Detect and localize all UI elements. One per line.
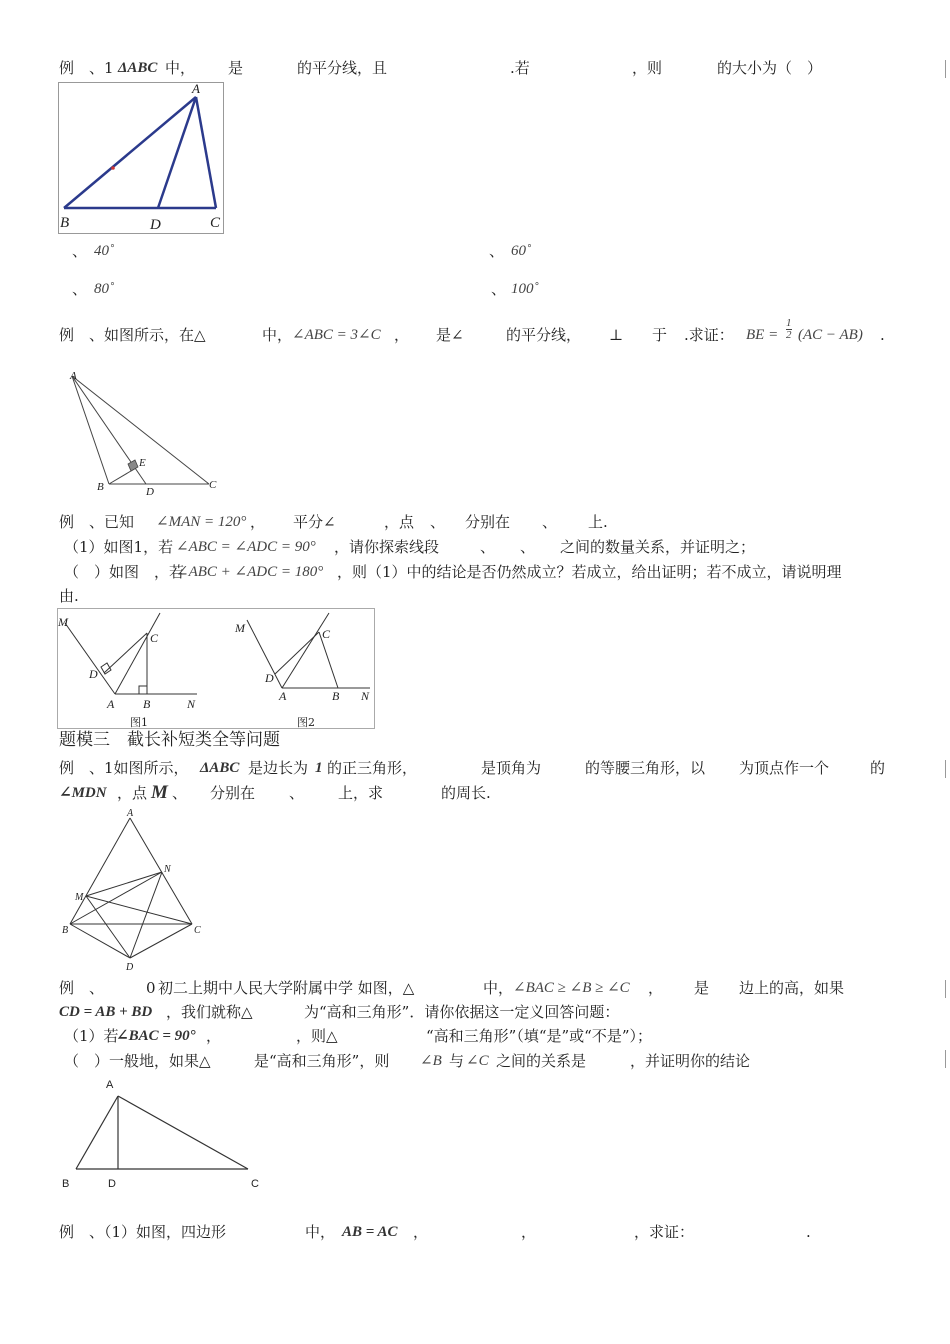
ex2-text: 中， bbox=[262, 326, 293, 344]
ex3-q2-math: ∠ABC + ∠ADC = 180° bbox=[176, 564, 324, 580]
ex2-text: ⊥ bbox=[609, 326, 624, 344]
ex5-text: 初二上期中人民大学附属中学 如图，△ bbox=[158, 979, 415, 997]
ex4-text: 的周长. bbox=[441, 784, 491, 802]
ex1-label-d: D bbox=[150, 217, 161, 233]
ex5-q1-math: ∠BAC = 90° bbox=[116, 1028, 196, 1044]
ex2-lead: 例 、如图所示，在△ bbox=[59, 326, 206, 344]
ex2-text: ， bbox=[394, 326, 410, 344]
ex1-option-c-mark: 、 bbox=[72, 280, 88, 298]
ex1-label-c: C bbox=[210, 215, 221, 231]
ex5-q2-text: 是“高和三角形”，则 bbox=[254, 1052, 390, 1070]
ex3-fig2-label-b: B bbox=[332, 689, 340, 703]
ex2-label-c: C bbox=[209, 479, 217, 491]
ex5-text: 中， bbox=[483, 979, 514, 997]
ex1-text: 中， bbox=[165, 59, 196, 77]
ex2-frac-den: 2 bbox=[786, 329, 792, 341]
ex1-option-c: 80˚ bbox=[94, 281, 114, 297]
ex6-text: 中， bbox=[305, 1223, 336, 1241]
ex4-text: 为顶点作一个 bbox=[739, 759, 830, 777]
ex5-label-a: A bbox=[106, 1079, 114, 1091]
ex4-math-m: M bbox=[151, 782, 168, 803]
ex5-year: 0 bbox=[146, 979, 156, 997]
ex5-label-d: D bbox=[108, 1178, 116, 1190]
ex4-label-b: B bbox=[62, 925, 69, 936]
ex5-q2-text: 之间的关系是 bbox=[496, 1052, 587, 1070]
ex2-label-d: D bbox=[146, 486, 154, 498]
ex2-math-angle: ∠ABC = 3∠C bbox=[292, 327, 381, 343]
page-edge-mark bbox=[945, 60, 946, 78]
ex1-text: 的平分线，且 bbox=[297, 59, 388, 77]
ex4-text: 的正三角形， bbox=[327, 759, 418, 777]
ex2-figure bbox=[64, 368, 224, 500]
ex4-text: 是边长为 bbox=[248, 759, 309, 777]
ex3-fig2-label-m: M bbox=[235, 621, 245, 635]
ex2-text: 是∠ bbox=[436, 326, 464, 344]
ex2-frac-num: 1 bbox=[786, 317, 792, 329]
ex3-text: ， bbox=[250, 513, 266, 531]
ex3-text: 、 bbox=[542, 513, 558, 531]
ex4-text: 是顶角为 bbox=[481, 759, 542, 777]
ex3-fig2-label-n: N bbox=[361, 689, 370, 703]
ex4-figure bbox=[58, 808, 218, 976]
ex3-text: 分别在 bbox=[465, 513, 511, 531]
ex3-fig2-caption: 图2 bbox=[297, 716, 315, 729]
ex4-math-one: 1 bbox=[315, 760, 323, 776]
ex3-fig1-label-b: B bbox=[143, 697, 151, 711]
ex2-text: .求证： bbox=[684, 326, 734, 344]
ex6-lead: 例 、（1）如图，四边形 bbox=[59, 1223, 227, 1241]
ex5-figure bbox=[58, 1074, 270, 1192]
ex4-text: 的 bbox=[870, 759, 886, 777]
ex1-option-b: 60˚ bbox=[511, 243, 531, 259]
ex5-q1-text: ， bbox=[206, 1027, 222, 1045]
ex6-math: AB = AC bbox=[342, 1224, 398, 1240]
ex1-text: 是 bbox=[228, 59, 244, 77]
ex1-math-abc: ΔABC bbox=[118, 60, 158, 76]
ex5-text: ，我们就称△ bbox=[166, 1003, 253, 1021]
ex1-text: ，则 bbox=[632, 59, 663, 77]
ex3-q1-math: ∠ABC = ∠ADC = 90° bbox=[176, 539, 316, 555]
ex3-fig2-label-d: D bbox=[265, 671, 274, 685]
ex5-q2-angle-c: ∠C bbox=[466, 1053, 489, 1069]
ex1-label-a: A bbox=[192, 82, 200, 96]
ex3-q2-text: ，则（1）中的结论是否仍然成立？若成立，给出证明；若不成立，请说明理 bbox=[337, 563, 842, 581]
page-edge-mark bbox=[945, 1050, 946, 1068]
ex4-text: 、 bbox=[172, 784, 188, 802]
ex3-figure bbox=[57, 608, 375, 729]
ex5-math-inequality: ∠BAC ≥ ∠B ≥ ∠C bbox=[513, 980, 630, 996]
ex1-option-d: 100˚ bbox=[511, 281, 539, 297]
ex3-fig2-label-a: A bbox=[279, 689, 287, 703]
ex4-label-n: N bbox=[164, 864, 171, 875]
ex4-text: 的等腰三角形，以 bbox=[585, 759, 706, 777]
ex3-q1-text: ，请你探索线段 bbox=[334, 538, 440, 556]
ex1-figure bbox=[58, 82, 224, 234]
ex3-q1-text: 、 bbox=[520, 538, 536, 556]
ex1-text: 的大小为（ ） bbox=[717, 59, 823, 77]
ex4-lead: 例 、1如图所示， bbox=[59, 759, 189, 777]
ex5-lead: 例 、 bbox=[59, 979, 105, 997]
ex2-label-a: A bbox=[70, 370, 77, 382]
ex1-text: .若 bbox=[510, 59, 530, 77]
ex5-q2-text: 与 bbox=[449, 1052, 465, 1070]
ex3-q2-lead: （ ）如图 ，若 bbox=[64, 563, 185, 581]
ex3-text: ，点 bbox=[384, 513, 415, 531]
ex4-text: 、 bbox=[289, 784, 305, 802]
ex5-text: 为“高和三角形”．请你依据这一定义回答问题： bbox=[304, 1003, 620, 1021]
ex4-text: 分别在 bbox=[210, 784, 256, 802]
ex3-q1-text: 之间的数量关系，并证明之； bbox=[560, 538, 756, 556]
page-edge-mark bbox=[945, 760, 946, 778]
ex3-math-angle: ∠MAN = 120° bbox=[156, 514, 247, 530]
ex2-text: 于 bbox=[652, 326, 668, 344]
ex1-option-a: 40˚ bbox=[94, 243, 114, 259]
ex5-text: 是 bbox=[694, 979, 710, 997]
ex5-text: ， bbox=[648, 979, 664, 997]
ex1-option-d-mark: 、 bbox=[491, 280, 507, 298]
ex4-label-d: D bbox=[126, 962, 134, 973]
ex3-fig1-label-a: A bbox=[107, 697, 115, 711]
ex5-q1-text: “高和三角形”（填“是”或“不是”）； bbox=[426, 1027, 653, 1045]
section-heading: 题模三 截长补短类全等问题 bbox=[59, 730, 280, 750]
ex3-fig1-label-n: N bbox=[187, 697, 196, 711]
ex3-text: 平分∠ bbox=[293, 513, 336, 531]
ex2-math-diff: (AC − AB) bbox=[798, 327, 863, 343]
ex1-option-b-mark: 、 bbox=[489, 242, 505, 260]
ex3-fig1-label-d: D bbox=[89, 667, 98, 681]
ex5-q1-text: ，则△ bbox=[296, 1027, 338, 1045]
ex5-q2-angle-b: ∠B bbox=[420, 1053, 442, 1069]
ex2-text: 的平分线， bbox=[506, 326, 582, 344]
ex1-label-b: B bbox=[60, 215, 70, 231]
ex6-text: ， bbox=[413, 1223, 429, 1241]
ex3-lead: 例 、已知 bbox=[59, 513, 135, 531]
ex1-lead: 例 、1 bbox=[59, 59, 114, 77]
ex3-q1-text: 、 bbox=[480, 538, 496, 556]
ex5-label-c: C bbox=[251, 1178, 259, 1190]
ex4-label-a: A bbox=[127, 808, 134, 819]
ex5-text: 边上的高，如果 bbox=[739, 979, 845, 997]
ex4-math-mdn: ∠MDN bbox=[59, 785, 107, 801]
ex5-q2-lead: （ ）一般地，如果△ bbox=[64, 1052, 211, 1070]
ex2-math-be: BE = bbox=[746, 327, 779, 343]
ex6-text: ， bbox=[521, 1223, 537, 1241]
ex4-label-c: C bbox=[194, 925, 201, 936]
ex3-text: 上. bbox=[588, 513, 608, 531]
ex3-text: 、 bbox=[430, 513, 446, 531]
ex3-fig2-label-c: C bbox=[322, 627, 331, 641]
ex3-fig1-label-c: C bbox=[150, 631, 159, 645]
ex4-label-m: M bbox=[75, 892, 84, 903]
ex4-math-abc: ΔABC bbox=[200, 760, 240, 776]
ex2-text: . bbox=[880, 326, 885, 344]
ex5-label-b: B bbox=[62, 1178, 70, 1190]
ex2-label-b: B bbox=[97, 481, 104, 493]
page-edge-mark bbox=[945, 980, 946, 998]
ex3-fig1-label-m: M bbox=[58, 615, 68, 629]
ex3-fig1-caption: 图1 bbox=[130, 716, 148, 729]
ex5-math-cd: CD = AB + BD bbox=[59, 1004, 153, 1020]
ex6-text: ，求证： bbox=[634, 1223, 695, 1241]
ex4-text: 上，求 bbox=[338, 784, 384, 802]
ex2-label-e: E bbox=[139, 457, 146, 469]
ex1-option-a-mark: 、 bbox=[72, 242, 88, 260]
ex4-text: ，点 bbox=[117, 784, 148, 802]
ex5-q1-lead: （1）若 bbox=[64, 1027, 119, 1045]
ex3-q2-text: 由. bbox=[59, 587, 79, 605]
ex6-text: . bbox=[806, 1223, 811, 1241]
ex2-fraction bbox=[786, 318, 792, 341]
ex5-q2-text: ，并证明你的结论 bbox=[630, 1052, 751, 1070]
ex3-q1-lead: （1）如图1，若 bbox=[64, 538, 174, 556]
